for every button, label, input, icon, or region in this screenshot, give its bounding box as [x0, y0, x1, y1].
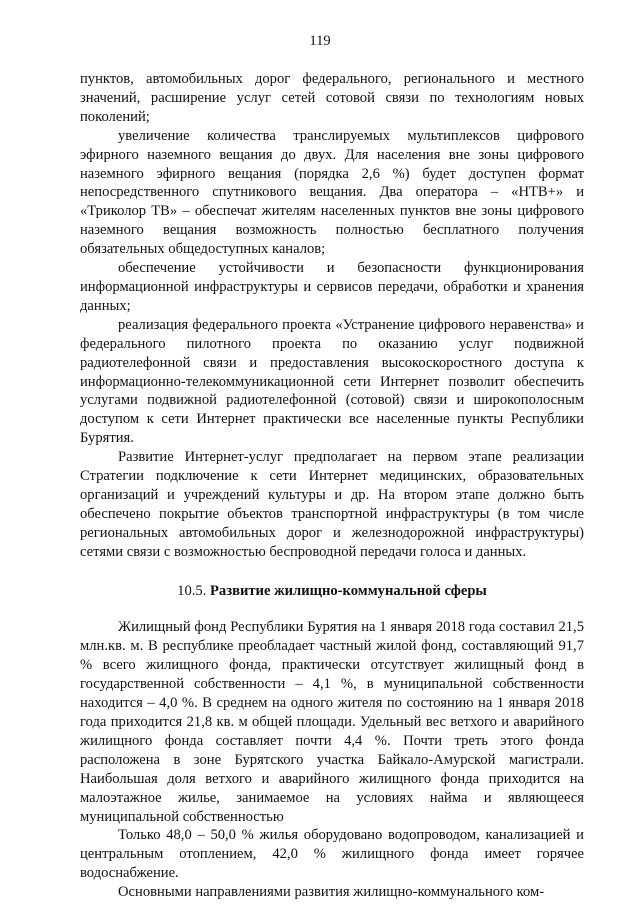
paragraph: Только 48,0 – 50,0 % жилья оборудовано водопроводом, канализацией и центральным отоплением, 42,0 % жилищного фонда имеет горячее водоснабжение. [80, 827, 584, 882]
section-heading [80, 582, 584, 601]
paragraph: пунктов, автомобильных дорог федерального, регионального и местного значений, расширение услуг сетей сотовой связи по технологиям новых поколений; [80, 71, 584, 125]
page-number: 119 [309, 33, 331, 49]
section-title: Развитие жилищно-коммунальной сферы [210, 582, 487, 599]
paragraph: обеспечение устойчивости и безопасности функционирования информационной инфраструктуры и сервисов передачи, обработки и хранения данных; [80, 260, 584, 314]
paragraph: Основными направлениями развития жилищно-коммунального ком- [118, 884, 545, 901]
paragraph: реализация федерального проекта «Устранение цифрового неравенства» и федерального пилотного проекта по оказанию услуг подвижной радиотелефонной связи и предоставления высокоскоростного доступа к информационно-телекоммуникационной сети Интернет позволит обеспечить услугами подвижной радиотелефонной (сотовой) связи и широкополосным доступом к сети Интернет практически все населенные пункты Республики Бурятия. [80, 316, 584, 447]
body-text [80, 70, 584, 902]
section-number: 10.5. [177, 582, 207, 599]
paragraph: увеличение количества транслируемых мультиплексов цифрового эфирного наземного вещания до двух. Для населения вне зоны цифрового наземного эфирного вещания (порядка 2,6 %) будет доступен формат непосредственного спутникового вещания. Два оператора – «НТВ+» и «Триколор ТВ» – обеспечат жителям населенных пунктов вне зоны цифрового наземного вещания возможность полностью бесплатного получения обязательных общедоступных каналов; [80, 127, 584, 258]
paragraph: Жилищный фонд Республики Бурятия на 1 января 2018 года составил 21,5 млн.кв. м. В республике преобладает частный жилой фонд, составляющий 91,7 % всего жилищного фонда, практически отсутствует жилищный фонд в государственной собственности – 4,1 %, в муниципальной собственности находится – 4,0 %. В среднем на одного жителя по состоянию на 1 января 2018 года приходится 21,8 кв. м общей площади. Удельный вес ветхого и аварийного жилищного фонда составляет почти 4,4 %. Почти треть этого фонда расположена в зоне Бурятского участка Байкало-Амурской магистрали. Наибольшая доля ветхого и аварийного жилищного фонда приходится на малоэтажное жилье, занимаемое на условиях найма и являющееся муниципальной собственностью [80, 619, 584, 825]
paragraph: Развитие Интернет-услуг предполагает на первом этапе реализации Стратегии подключение к сети Интернет медицинских, образовательных организаций и учреждений культуры и др. На втором этапе должно быть обеспечено покрытие объектов транспортной инфраструктуры (в том числе региональных автомобильных дорог и железнодорожной инфраструктуры) сетями связи с возможностью беспроводной передачи голоса и данных. [80, 449, 584, 560]
